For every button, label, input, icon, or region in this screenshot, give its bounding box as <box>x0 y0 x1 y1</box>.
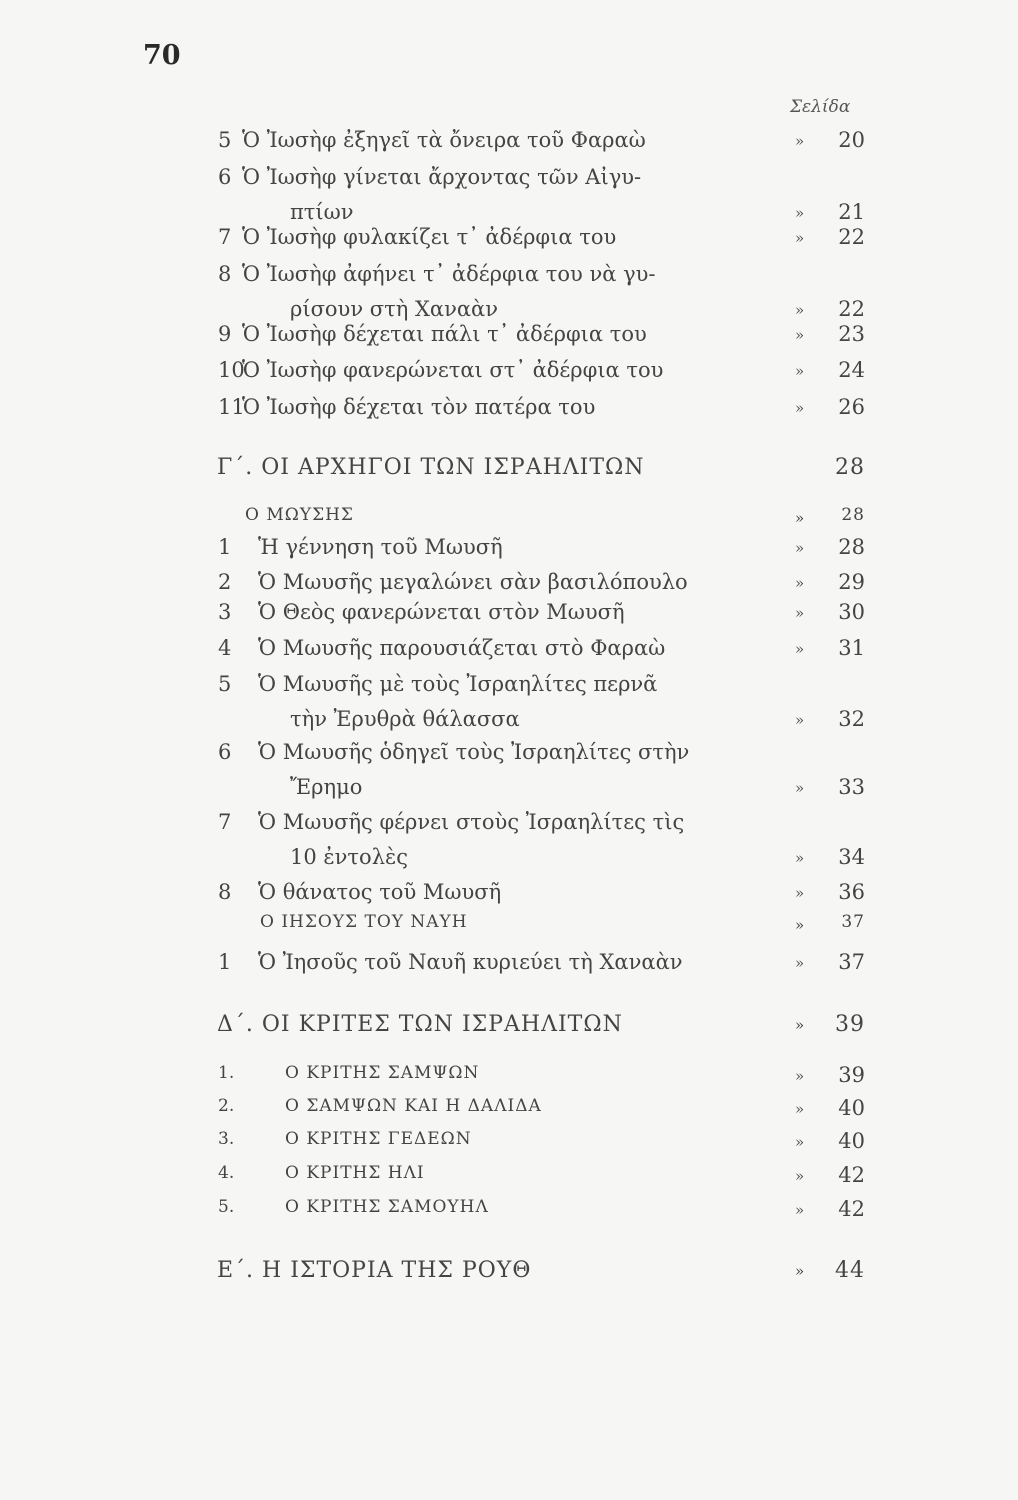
entry-title: Ὁ Μωυσῆς φέρνει στοὺς Ἰσραηλίτες τὶς <box>258 810 685 834</box>
section-heading-d <box>217 1012 865 1037</box>
entry-page: 28 <box>838 535 865 559</box>
entry-title-continued: τὴν Ἐρυθρὰ θάλασσα <box>290 707 520 731</box>
entry-number: 4. <box>218 1163 235 1183</box>
entry-page: 22 <box>838 225 865 249</box>
entry-page: 20 <box>838 128 865 152</box>
entry-number: 6 <box>218 165 232 189</box>
entry-title: Ο ΣΑΜΨΩΝ ΚΑΙ Η ΔΑΛΙΔΑ <box>285 1096 542 1116</box>
entry-title: Ἡ γέννηση τοῦ Μωυσῆ <box>258 535 503 559</box>
ditto-mark: » <box>795 539 805 557</box>
entry-title-continued: ρίσουν στὴ Χαναὰν <box>290 297 499 321</box>
page-number: 70 <box>143 40 181 71</box>
ditto-mark: » <box>795 779 805 797</box>
section-heading-e <box>217 1258 865 1283</box>
entry-title: Ο ΚΡΙΤΗΣ ΓΕΔΕΩΝ <box>285 1129 472 1149</box>
entry-number: 2. <box>218 1096 235 1116</box>
entry-number: 3 <box>218 600 232 624</box>
entry-title-continued: 10 ἐντολὲς <box>290 845 409 869</box>
ditto-mark: » <box>795 362 805 380</box>
entry-number: 11 <box>218 395 245 419</box>
heading-page: 28 <box>841 505 865 525</box>
ditto-mark: » <box>795 1167 805 1185</box>
heading-title: Γ΄. ΟΙ ΑΡΧΗΓΟΙ ΤΩΝ ΙΣΡΑΗΛΙΤΩΝ <box>217 455 645 480</box>
entry-title-continued: πτίων <box>290 200 354 224</box>
entry-page: 40 <box>838 1096 865 1120</box>
ditto-mark: » <box>795 849 805 867</box>
entry-page: 37 <box>838 950 865 974</box>
subsection-heading-joshua <box>260 912 865 934</box>
entry-title: Ὁ θάνατος τοῦ Μωυσῆ <box>258 880 502 904</box>
entry-title: Ὁ Θεὸς φανερώνεται στὸν Μωυσῆ <box>258 600 625 624</box>
ditto-mark: » <box>795 229 805 247</box>
ditto-mark: » <box>795 954 805 972</box>
ditto-mark: » <box>795 301 805 319</box>
entry-title-continued: Ἔρημο <box>290 775 363 799</box>
entry-title: Ὁ Μωυσῆς μὲ τοὺς Ἰσραηλίτες περνᾶ <box>258 672 658 696</box>
entry-number: 5. <box>218 1197 235 1217</box>
entry-number: 5 <box>218 672 232 696</box>
entry-page: 42 <box>838 1163 865 1187</box>
entry-number: 3. <box>218 1129 235 1149</box>
entry-page: 31 <box>838 636 865 660</box>
ditto-mark: » <box>795 1201 805 1219</box>
entry-page: 23 <box>838 322 865 346</box>
entry-number: 8 <box>218 880 232 904</box>
ditto-mark: » <box>795 399 805 417</box>
entry-page: 21 <box>838 200 865 224</box>
entry-page: 33 <box>838 775 865 799</box>
entry-title: Ὁ Ἰωσὴφ φανερώνεται στ᾽ ἀδέρφια του <box>242 358 664 382</box>
entry-title: Ὁ Ἰωσὴφ ἀφήνει τ᾽ ἀδέρφια του νὰ γυ- <box>242 262 656 286</box>
entry-title: Ὁ Μωυσῆς ὁδηγεῖ τοὺς Ἰσραηλίτες στὴν <box>258 740 690 764</box>
entry-title: Ὁ Ἰωσὴφ ἐξηγεῖ τὰ ὄνειρα τοῦ Φαραὼ <box>242 128 646 152</box>
entry-number: 5 <box>218 128 232 152</box>
heading-title: Ο ΜΩΥΣΗΣ <box>245 505 354 525</box>
entry-title: Ὁ Ἰωσὴφ φυλακίζει τ᾽ ἀδέρφια του <box>242 225 617 249</box>
entry-title: Ὁ Ἰωσὴφ δέχεται πάλι τ᾽ ἀδέρφια του <box>242 322 647 346</box>
ditto-mark: » <box>795 1133 805 1151</box>
entry-page: 30 <box>838 600 865 624</box>
entry-number: 1 <box>218 535 232 559</box>
entry-page: 22 <box>838 297 865 321</box>
ditto-mark: » <box>795 1262 806 1280</box>
entry-title: Ὁ Ἰωσὴφ γίνεται ἄρχοντας τῶν Αἰγυ- <box>242 165 642 189</box>
column-label: Σελίδα <box>790 97 851 117</box>
ditto-mark: » <box>795 1100 805 1118</box>
ditto-mark: » <box>795 1016 806 1034</box>
entry-number: 2 <box>218 570 232 594</box>
heading-page: 28 <box>835 455 865 480</box>
heading-title: Δ΄. ΟΙ ΚΡΙΤΕΣ ΤΩΝ ΙΣΡΑΗΛΙΤΩΝ <box>217 1012 623 1037</box>
entry-title: Ὁ Ἰησοῦς τοῦ Ναυῆ κυριεύει τὴ Χαναὰν <box>258 950 683 974</box>
ditto-mark: » <box>795 204 805 222</box>
entry-title: Ὁ Ἰωσὴφ δέχεται τὸν πατέρα του <box>242 395 596 419</box>
entry-number: 10 <box>218 358 245 382</box>
ditto-mark: » <box>795 509 806 527</box>
ditto-mark: » <box>795 711 805 729</box>
entry-page: 24 <box>838 358 865 382</box>
subsection-heading-moses <box>245 505 865 527</box>
heading-page: 39 <box>835 1012 865 1037</box>
heading-page: 44 <box>835 1258 865 1283</box>
ditto-mark: » <box>795 132 805 150</box>
entry-page: 40 <box>838 1129 865 1153</box>
entry-page: 32 <box>838 707 865 731</box>
entry-title: Ο ΚΡΙΤΗΣ ΗΛΙ <box>285 1163 425 1183</box>
entry-number: 6 <box>218 740 232 764</box>
entry-title: Ὁ Μωυσῆς παρουσιάζεται στὸ Φαραὼ <box>258 636 666 660</box>
ditto-mark: » <box>795 326 805 344</box>
entry-page: 42 <box>838 1197 865 1221</box>
ditto-mark: » <box>795 1067 805 1085</box>
entry-title: Ὁ Μωυσῆς μεγαλώνει σὰν βασιλόπουλο <box>258 570 688 594</box>
ditto-mark: » <box>795 884 805 902</box>
heading-title: Ε΄. Η ΙΣΤΟΡΙΑ ΤΗΣ ΡΟΥΘ <box>217 1258 532 1283</box>
entry-page: 26 <box>838 395 865 419</box>
entry-number: 7 <box>218 225 232 249</box>
entry-page: 39 <box>838 1063 865 1087</box>
entry-number: 4 <box>218 636 232 660</box>
ditto-mark: » <box>795 640 805 658</box>
entry-number: 1 <box>218 950 232 974</box>
ditto-mark: » <box>795 604 805 622</box>
heading-page: 37 <box>841 912 865 932</box>
ditto-mark: » <box>795 916 806 934</box>
entry-number: 8 <box>218 262 232 286</box>
entry-number: 7 <box>218 810 232 834</box>
entry-title: Ο ΚΡΙΤΗΣ ΣΑΜΟΥΗΛ <box>285 1197 489 1217</box>
heading-title: Ο ΙΗΣΟΥΣ ΤΟΥ ΝΑΥΗ <box>260 912 468 932</box>
entry-title: Ο ΚΡΙΤΗΣ ΣΑΜΨΩΝ <box>285 1063 480 1083</box>
entry-page: 36 <box>838 880 865 904</box>
entry-page: 34 <box>838 845 865 869</box>
section-heading-g <box>217 455 865 480</box>
ditto-mark: » <box>795 574 805 592</box>
entry-number: 1. <box>218 1063 235 1083</box>
entry-page: 29 <box>838 570 865 594</box>
entry-number: 9 <box>218 322 232 346</box>
